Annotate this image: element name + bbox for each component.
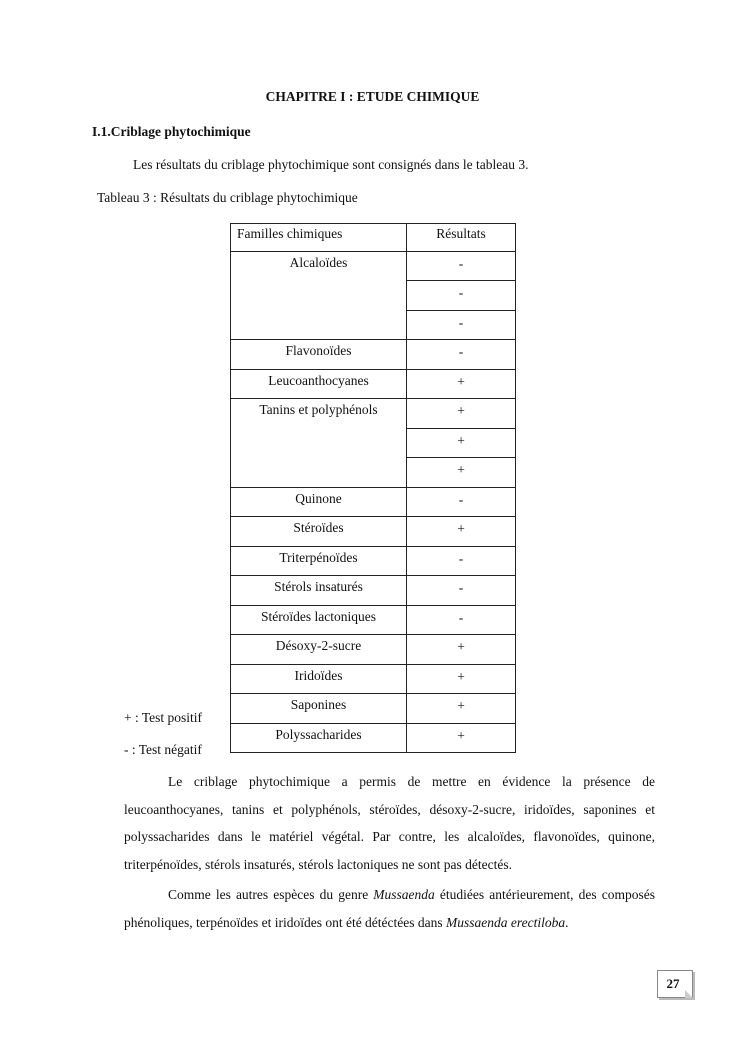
page-curl-icon [685,990,693,998]
species-name: Mussaenda erectiloba [446,914,566,930]
intro-text: Les résultats du criblage phytochimique sont consignés dans le tableau 3. [133,157,529,172]
table-header-row [231,224,516,252]
family-cell: Stéroïdes [231,517,407,547]
conclusion-paragraph: Le criblage phytochimique a permis de mettre en évidence la présence de leucoanthocyanes, tanins et polyphénols, stéroïdes, désoxy-2-sucre, iridoïdes, saponines et polyssacharides dans le matériel végétal. Par contre, les alcaloïdes, flavonoïdes, quinone, triterpénoïdes, stérols insaturés, stérols lactoniques ne sont pas détectés. [124,774,655,872]
table-body [231,251,516,753]
family-cell: Stéroïdes lactoniques [231,605,407,635]
section-heading [92,124,251,140]
result-cell: + [407,694,516,724]
family-cell: Iridoïdes [231,664,407,694]
section-title: Criblage phytochimique [110,124,251,139]
family-cell: Triterpénoïdes [231,546,407,576]
result-cell: + [407,635,516,665]
table-row [231,251,516,281]
table-row [231,340,516,370]
section-number: I.1. [92,124,111,139]
legend-positive: + : Test positif [124,710,203,725]
family-cell: Désoxy-2-sucre [231,635,407,665]
table-row [231,369,516,399]
para2-text-1: Comme les autres espèces du genre [168,887,374,902]
table-row [231,576,516,606]
result-cell: - [407,281,516,311]
para2-text-2: étudiées antérieurement, des composés phénoliques, terpénoïdes et iridoïdes ont été détéctées dans [124,887,655,930]
legend-negative: - : Test négatif [124,742,202,757]
result-cell: + [407,723,516,753]
screening-results-table [230,223,516,753]
table-row [231,487,516,517]
result-cell: + [407,428,516,458]
family-cell: Stérols insaturés [231,576,407,606]
result-cell: - [407,605,516,635]
page-number-box [657,970,693,998]
table-row [231,694,516,724]
header-results: Résultats [407,224,516,252]
result-cell: - [407,576,516,606]
family-cell: Tanins et polyphénols [231,399,407,488]
result-cell: - [407,340,516,370]
page-number: 27 [666,976,680,991]
para2-end: . [565,914,569,930]
result-cell: + [407,664,516,694]
result-cell: + [407,369,516,399]
family-cell: Flavonoïdes [231,340,407,370]
result-cell: - [407,251,516,281]
result-cell: + [407,517,516,547]
table-row [231,635,516,665]
table-row [231,546,516,576]
family-cell: Alcaloïdes [231,251,407,340]
family-cell: Saponines [231,694,407,724]
result-cell: - [407,310,516,340]
table-row [231,605,516,635]
result-cell: - [407,546,516,576]
comparison-paragraph [124,881,655,936]
genus-name: Mussaenda [373,887,435,902]
header-families: Familles chimiques [231,224,407,252]
family-cell: Quinone [231,487,407,517]
family-cell: Leucoanthocyanes [231,369,407,399]
table-row [231,399,516,429]
family-cell: Polyssacharides [231,723,407,753]
table-row [231,664,516,694]
table-row [231,517,516,547]
result-cell: - [407,487,516,517]
result-cell: + [407,458,516,488]
result-cell: + [407,399,516,429]
table-caption: Tableau 3 : Résultats du criblage phytochimique [97,190,358,205]
chapter-title: CHAPITRE I : ETUDE CHIMIQUE [265,89,480,104]
table-row [231,723,516,753]
